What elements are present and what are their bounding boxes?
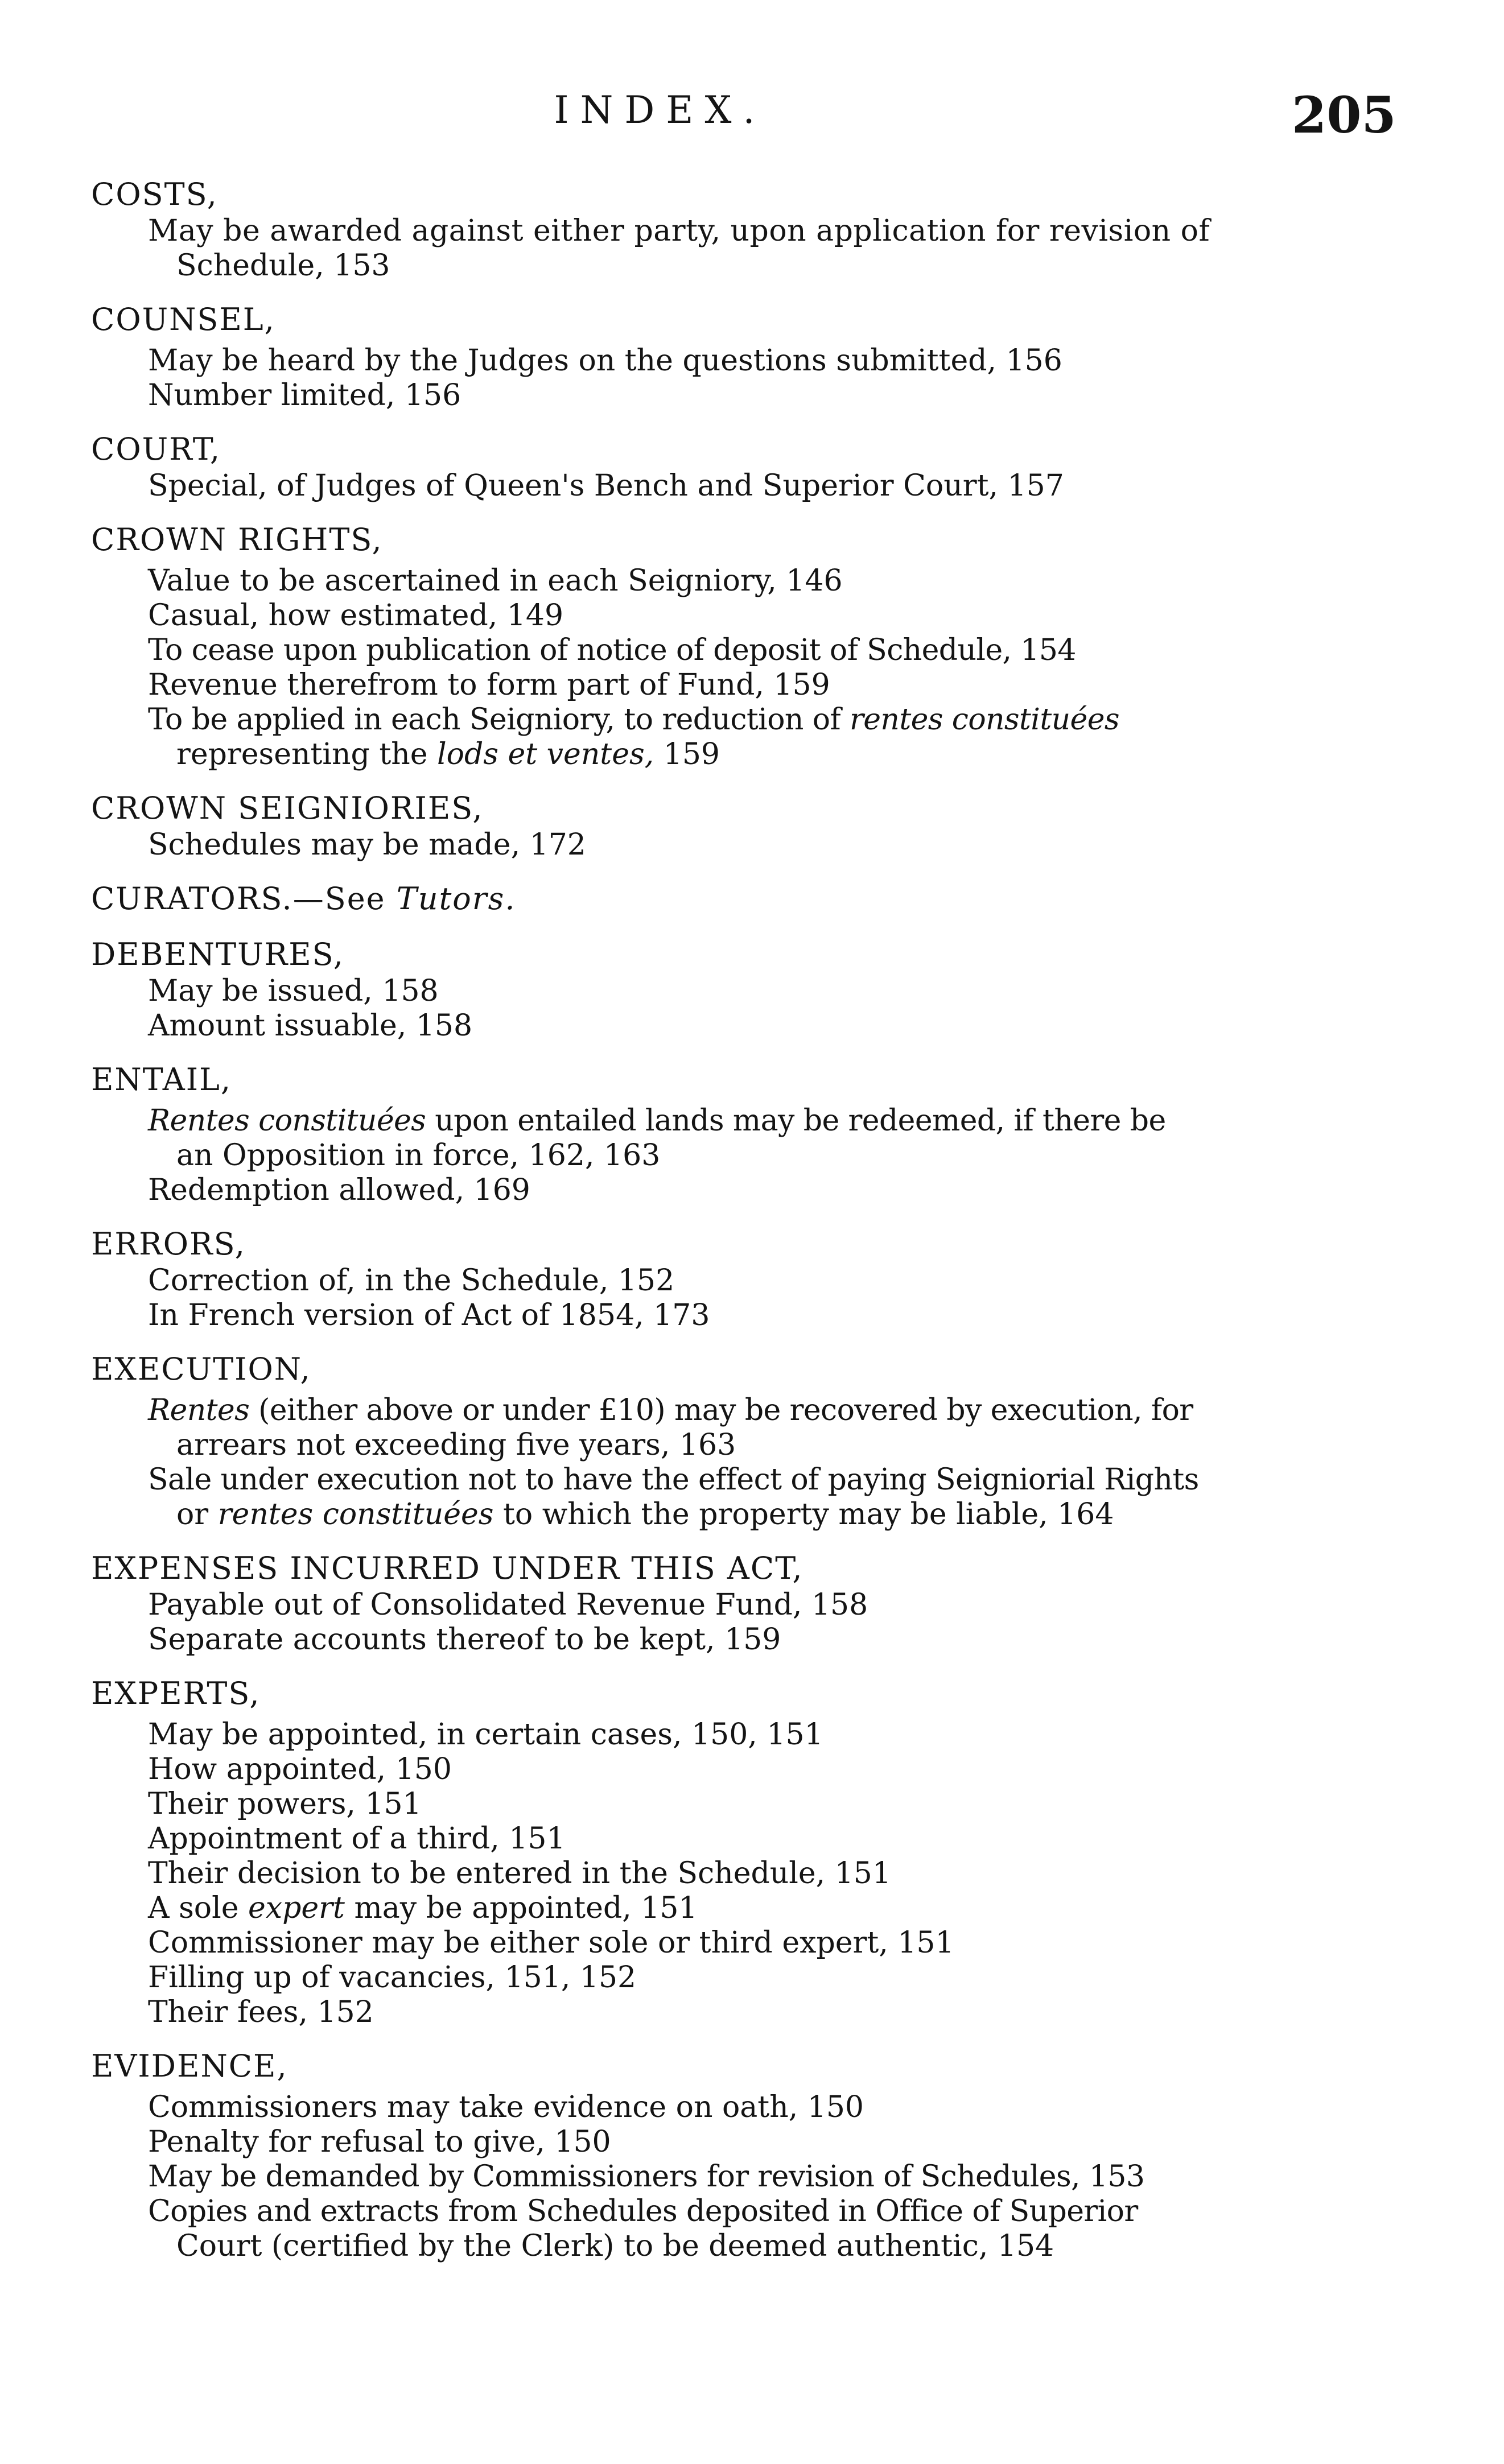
- entry-text: or: [176, 1497, 218, 1532]
- index-entry-experts: [91, 1674, 1241, 2030]
- running-head: INDEX.: [554, 88, 767, 132]
- entry-subline: [91, 703, 1241, 737]
- entry-text: to which the property may be liable, 164: [493, 1497, 1114, 1532]
- entry-subline: How appointed, 150: [148, 1752, 452, 1786]
- entry-subline: Court (certified by the Clerk) to be deemed authentic, 154: [176, 2229, 1054, 2263]
- entry-subline: May be appointed, in certain cases, 150, 151: [148, 1718, 823, 1752]
- index-entry-crown-seigniories: [91, 789, 1241, 862]
- entry-subline: May be awarded against either party, upon application for revision of: [148, 214, 1210, 248]
- entry-subline: Separate accounts thereof to be kept, 159: [148, 1623, 781, 1657]
- index-entry-debentures: [91, 935, 1241, 1043]
- index-entry-curators: [91, 880, 1241, 918]
- cross-reference: Tutors.: [396, 881, 516, 917]
- entry-subline: Correction of, in the Schedule, 152: [148, 1264, 675, 1298]
- entry-subline: Schedules may be made, 172: [148, 828, 586, 862]
- entry-subline: Appointment of a third, 151: [148, 1822, 566, 1856]
- entry-heading: EXECUTION,: [91, 1351, 311, 1387]
- entry-subline: Special, of Judges of Queen's Bench and Superior Court, 157: [148, 469, 1064, 503]
- entry-heading: EXPENSES INCURRED UNDER THIS ACT,: [91, 1550, 803, 1586]
- entry-subline: arrears not exceeding five years, 163: [176, 1428, 736, 1462]
- entry-subline: Copies and extracts from Schedules deposited in Office of Superior: [148, 2194, 1138, 2228]
- index-entry-expenses: [91, 1549, 1241, 1657]
- entry-heading: ERRORS,: [91, 1226, 246, 1262]
- entry-subline: In French version of Act of 1854, 173: [148, 1298, 710, 1332]
- index-entries: [91, 175, 1241, 2281]
- page-number: 205: [1292, 85, 1396, 145]
- entry-subline: Payable out of Consolidated Revenue Fund, 158: [148, 1588, 868, 1622]
- entry-heading: CROWN RIGHTS,: [91, 522, 383, 558]
- entry-italic-text: rentes constituées: [217, 1497, 494, 1532]
- entry-heading: COSTS,: [91, 176, 218, 212]
- entry-heading: COUNSEL,: [91, 302, 275, 337]
- entry-italic-text: expert: [248, 1891, 345, 1925]
- entry-subline: Redemption allowed, 169: [148, 1173, 530, 1207]
- entry-heading: [91, 880, 1241, 918]
- entry-subline: Value to be ascertained in each Seigniory, 146: [148, 564, 843, 598]
- entry-subline: [91, 737, 1241, 772]
- entry-heading-text: CURATORS.—See: [91, 881, 397, 917]
- entry-subline: Their decision to be entered in the Schedule, 151: [148, 1856, 891, 1891]
- entry-heading: EVIDENCE,: [91, 2048, 288, 2084]
- entry-subline: Number limited, 156: [148, 378, 461, 412]
- index-entry-crown-rights: [91, 521, 1241, 772]
- entry-heading: ENTAIL,: [91, 1062, 232, 1097]
- entry-subline: To cease upon publication of notice of deposit of Schedule, 154: [148, 633, 1076, 667]
- index-entry-errors: [91, 1225, 1241, 1333]
- entry-subline: an Opposition in force, 162, 163: [176, 1138, 661, 1173]
- entry-heading: DEBENTURES,: [91, 936, 344, 972]
- entry-heading: COURT,: [91, 431, 221, 467]
- entry-text: A sole: [148, 1891, 249, 1925]
- entry-subline: Casual, how estimated, 149: [148, 599, 564, 633]
- entry-heading: CROWN SEIGNIORIES,: [91, 790, 484, 826]
- entry-text: upon entailed lands may be redeemed, if there be: [426, 1104, 1166, 1138]
- entry-italic-text: Rentes: [148, 1393, 250, 1427]
- entry-subline: Amount issuable, 158: [148, 1009, 473, 1043]
- entry-text: 159: [654, 737, 720, 771]
- index-entry-entail: [91, 1060, 1241, 1208]
- entry-italic-text: lods et ventes,: [437, 737, 654, 771]
- entry-subline: Revenue therefrom to form part of Fund, 159: [148, 668, 830, 702]
- entry-italic-text: Rentes constituées: [148, 1104, 426, 1138]
- entry-subline: [91, 1891, 1241, 1926]
- entry-subline: May be issued, 158: [148, 974, 439, 1008]
- entry-subline: Schedule, 153: [176, 249, 390, 283]
- entry-text: representing the: [176, 737, 438, 771]
- index-entry-evidence: [91, 2047, 1241, 2264]
- entry-subline: [91, 1497, 1241, 1532]
- entry-text: may be appointed, 151: [344, 1891, 698, 1925]
- entry-subline: Filling up of vacancies, 151, 152: [148, 1961, 637, 1995]
- entry-italic-text: rentes constituées: [850, 703, 1119, 737]
- entry-subline: Their powers, 151: [148, 1787, 422, 1821]
- index-entry-costs: [91, 175, 1241, 283]
- index-entry-court: [91, 430, 1241, 503]
- entry-subline: May be demanded by Commissioners for revision of Schedules, 153: [148, 2160, 1145, 2194]
- entry-subline: Sale under execution not to have the effect of paying Seigniorial Rights: [148, 1463, 1199, 1497]
- entry-subline: Penalty for refusal to give, 150: [148, 2125, 611, 2159]
- entry-text: (either above or under £10) may be recovered by execution, for: [249, 1393, 1193, 1427]
- entry-subline: Commissioner may be either sole or third expert, 151: [148, 1926, 954, 1960]
- entry-heading: EXPERTS,: [91, 1675, 261, 1711]
- entry-subline: [91, 1393, 1241, 1428]
- index-entry-counsel: [91, 300, 1241, 413]
- entry-subline: Commissioners may take evidence on oath, 150: [148, 2090, 864, 2124]
- entry-subline: May be heard by the Judges on the questions submitted, 156: [148, 344, 1062, 378]
- entry-subline: Their fees, 152: [148, 1995, 374, 2029]
- entry-text: To be applied in each Seigniory, to reduction of: [148, 703, 850, 737]
- index-entry-execution: [91, 1350, 1241, 1532]
- entry-subline: [91, 1104, 1241, 1138]
